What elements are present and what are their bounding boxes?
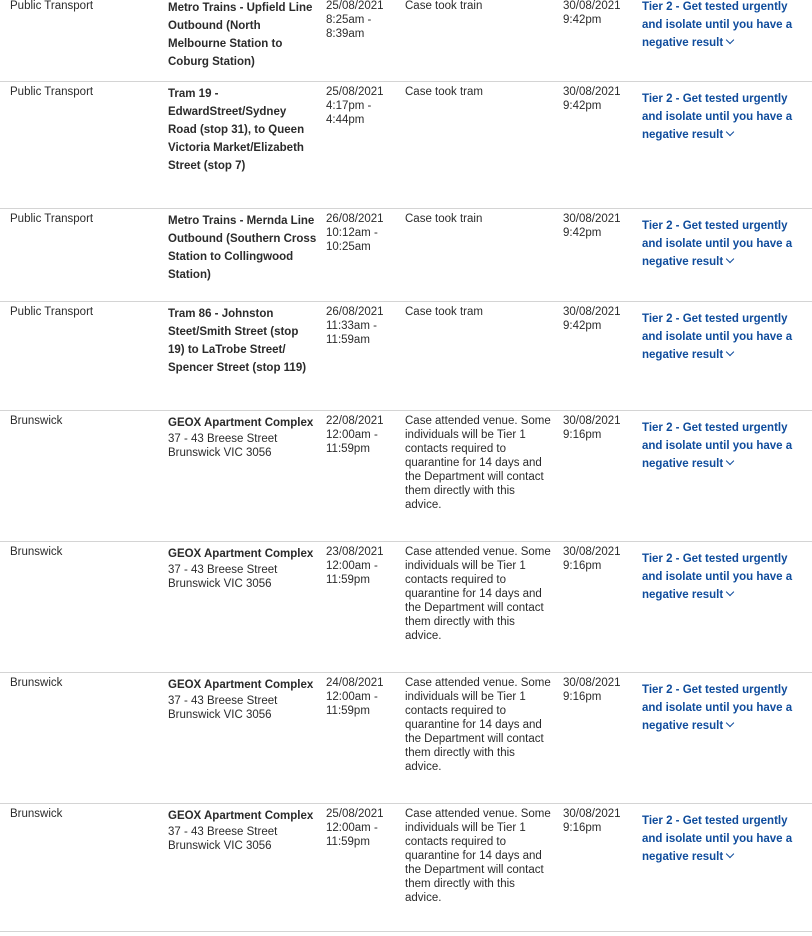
- added-time-line: 30/08/2021: [563, 546, 621, 558]
- added-time-cell: [563, 807, 635, 835]
- exposure-time-cell: [326, 807, 396, 849]
- added-time-line: 9:16pm: [563, 560, 602, 572]
- chevron-down-icon[interactable]: [726, 348, 734, 356]
- exposure-time-line: 11:59am: [326, 334, 370, 346]
- added-time-line: 30/08/2021: [563, 86, 621, 98]
- exposure-time-line: 10:25am: [326, 241, 371, 253]
- added-time-line: 9:16pm: [563, 691, 602, 703]
- added-time-line: 9:16pm: [563, 822, 602, 834]
- notes-cell: Case took tram: [405, 86, 483, 98]
- added-time-line: 9:16pm: [563, 429, 602, 441]
- exposure-time-line: 4:44pm: [326, 114, 365, 126]
- table-row: [0, 542, 812, 673]
- health-advice-label[interactable]: Tier 2 - Get tested urgently and isolate until you have a negative result: [642, 1, 793, 49]
- added-time-cell: [563, 0, 635, 27]
- health-advice-toggle[interactable]: [642, 90, 797, 144]
- exposure-time-cell: [326, 676, 396, 718]
- suburb-cell: Brunswick: [10, 808, 63, 820]
- exposure-time-line: 8:25am -: [326, 14, 372, 26]
- chevron-down-icon[interactable]: [726, 36, 734, 44]
- suburb-cell: Brunswick: [10, 677, 63, 689]
- site-name: GEOX Apartment Complex: [168, 417, 314, 429]
- exposure-time-line: 25/08/2021: [326, 0, 384, 12]
- suburb-cell: Public Transport: [10, 0, 94, 12]
- site-name: GEOX Apartment Complex: [168, 679, 314, 691]
- table-row: [0, 804, 812, 932]
- added-time-line: 9:42pm: [563, 14, 602, 26]
- site-name: Tram 19 - EdwardStreet/Sydney Road (stop 31), to Queen Victoria Market/Elizabeth Street (stop 7): [168, 88, 305, 172]
- site-address: 37 - 43 Breese Street Brunswick VIC 3056: [168, 433, 278, 459]
- added-time-cell: [563, 676, 635, 704]
- health-advice-label[interactable]: Tier 2 - Get tested urgently and isolate until you have a negative result: [642, 815, 793, 863]
- health-advice-toggle[interactable]: [642, 419, 797, 473]
- added-time-line: 9:42pm: [563, 320, 602, 332]
- exposure-time-line: 8:39am: [326, 28, 365, 40]
- health-advice-label[interactable]: Tier 2 - Get tested urgently and isolate until you have a negative result: [642, 553, 793, 601]
- site-name: GEOX Apartment Complex: [168, 810, 314, 822]
- suburb-cell: Public Transport: [10, 306, 94, 318]
- health-advice-label[interactable]: Tier 2 - Get tested urgently and isolate until you have a negative result: [642, 684, 793, 732]
- table-row: [0, 411, 812, 542]
- added-time-line: 30/08/2021: [563, 415, 621, 427]
- table-row: [0, 209, 812, 302]
- exposure-time-line: 11:59pm: [326, 574, 370, 586]
- table-row: [0, 673, 812, 804]
- health-advice-toggle[interactable]: [642, 217, 797, 271]
- health-advice-label[interactable]: Tier 2 - Get tested urgently and isolate until you have a negative result: [642, 220, 793, 268]
- site-cell: [168, 0, 318, 71]
- notes-cell: Case took train: [405, 0, 483, 12]
- added-time-cell: [563, 305, 635, 333]
- site-cell: [168, 212, 318, 284]
- added-time-line: 30/08/2021: [563, 0, 621, 12]
- site-cell: [168, 305, 318, 377]
- exposure-time-line: 11:59pm: [326, 836, 370, 848]
- site-cell: [168, 545, 318, 591]
- exposure-time-line: 10:12am -: [326, 227, 378, 239]
- table-row: [0, 82, 812, 209]
- table-row: [0, 302, 812, 411]
- site-name: Tram 86 - Johnston Steet/Smith Street (stop 19) to LaTrobe Street/ Spencer Street (stop 119): [168, 308, 307, 374]
- exposure-time-line: 25/08/2021: [326, 86, 384, 98]
- exposure-time-line: 11:59pm: [326, 443, 370, 455]
- notes-cell: Case attended venue. Some individuals will be Tier 1 contacts required to quarantine for 14 days and the Department will contact them directly with this advice.: [405, 677, 551, 773]
- exposure-time-line: 11:59pm: [326, 705, 370, 717]
- notes-cell: Case attended venue. Some individuals will be Tier 1 contacts required to quarantine for 14 days and the Department will contact them directly with this advice.: [405, 808, 551, 904]
- exposure-time-line: 12:00am -: [326, 560, 378, 572]
- health-advice-label[interactable]: Tier 2 - Get tested urgently and isolate until you have a negative result: [642, 313, 793, 361]
- notes-cell: Case attended venue. Some individuals will be Tier 1 contacts required to quarantine for 14 days and the Department will contact them directly with this advice.: [405, 415, 551, 511]
- exposure-time-cell: [326, 212, 396, 254]
- exposure-time-line: 23/08/2021: [326, 546, 384, 558]
- exposure-time-line: 4:17pm -: [326, 100, 372, 112]
- site-cell: [168, 414, 318, 460]
- exposure-time-line: 24/08/2021: [326, 677, 384, 689]
- added-time-cell: [563, 545, 635, 573]
- health-advice-label[interactable]: Tier 2 - Get tested urgently and isolate until you have a negative result: [642, 422, 793, 470]
- site-cell: [168, 85, 318, 175]
- added-time-line: 9:42pm: [563, 227, 602, 239]
- exposure-time-cell: [326, 85, 396, 127]
- notes-cell: Case took train: [405, 213, 483, 225]
- suburb-cell: Brunswick: [10, 415, 63, 427]
- exposure-time-line: 11:33am -: [326, 320, 377, 332]
- suburb-cell: Brunswick: [10, 546, 63, 558]
- exposure-time-line: 12:00am -: [326, 429, 378, 441]
- notes-cell: Case took tram: [405, 306, 483, 318]
- exposure-time-cell: [326, 0, 396, 41]
- exposure-time-line: 12:00am -: [326, 691, 378, 703]
- suburb-cell: Public Transport: [10, 213, 94, 225]
- chevron-down-icon[interactable]: [726, 850, 734, 858]
- added-time-line: 30/08/2021: [563, 677, 621, 689]
- exposure-time-line: 26/08/2021: [326, 306, 384, 318]
- added-time-cell: [563, 414, 635, 442]
- added-time-line: 30/08/2021: [563, 213, 621, 225]
- chevron-down-icon[interactable]: [726, 719, 734, 727]
- chevron-down-icon[interactable]: [726, 128, 734, 136]
- suburb-cell: Public Transport: [10, 86, 94, 98]
- added-time-line: 30/08/2021: [563, 808, 621, 820]
- added-time-line: 9:42pm: [563, 100, 602, 112]
- health-advice-toggle[interactable]: [642, 550, 797, 604]
- notes-cell: Case attended venue. Some individuals will be Tier 1 contacts required to quarantine for 14 days and the Department will contact them directly with this advice.: [405, 546, 551, 642]
- exposure-time-line: 26/08/2021: [326, 213, 384, 225]
- health-advice-toggle[interactable]: [642, 0, 797, 52]
- chevron-down-icon[interactable]: [726, 588, 734, 596]
- exposure-time-cell: [326, 414, 396, 456]
- exposure-time-line: 12:00am -: [326, 822, 378, 834]
- chevron-down-icon[interactable]: [726, 255, 734, 263]
- site-address: 37 - 43 Breese Street Brunswick VIC 3056: [168, 564, 278, 590]
- added-time-cell: [563, 212, 635, 240]
- added-time-line: 30/08/2021: [563, 306, 621, 318]
- exposure-time-cell: [326, 545, 396, 587]
- site-name: GEOX Apartment Complex: [168, 548, 314, 560]
- added-time-cell: [563, 85, 635, 113]
- health-advice-toggle[interactable]: [642, 310, 797, 364]
- site-name: Metro Trains - Mernda Line Outbound (Southern Cross Station to Collingwood Station): [168, 215, 317, 281]
- site-address: 37 - 43 Breese Street Brunswick VIC 3056: [168, 826, 278, 852]
- site-name: Metro Trains - Upfield Line Outbound (North Melbourne Station to Coburg Station): [168, 2, 313, 68]
- table-row: [0, 0, 812, 82]
- chevron-down-icon[interactable]: [726, 457, 734, 465]
- site-address: 37 - 43 Breese Street Brunswick VIC 3056: [168, 695, 278, 721]
- site-cell: [168, 676, 318, 722]
- health-advice-toggle[interactable]: [642, 812, 797, 866]
- exposure-time-line: 22/08/2021: [326, 415, 384, 427]
- health-advice-toggle[interactable]: [642, 681, 797, 735]
- site-cell: [168, 807, 318, 853]
- exposure-time-cell: [326, 305, 396, 347]
- health-advice-label[interactable]: Tier 2 - Get tested urgently and isolate until you have a negative result: [642, 93, 793, 141]
- exposure-time-line: 25/08/2021: [326, 808, 384, 820]
